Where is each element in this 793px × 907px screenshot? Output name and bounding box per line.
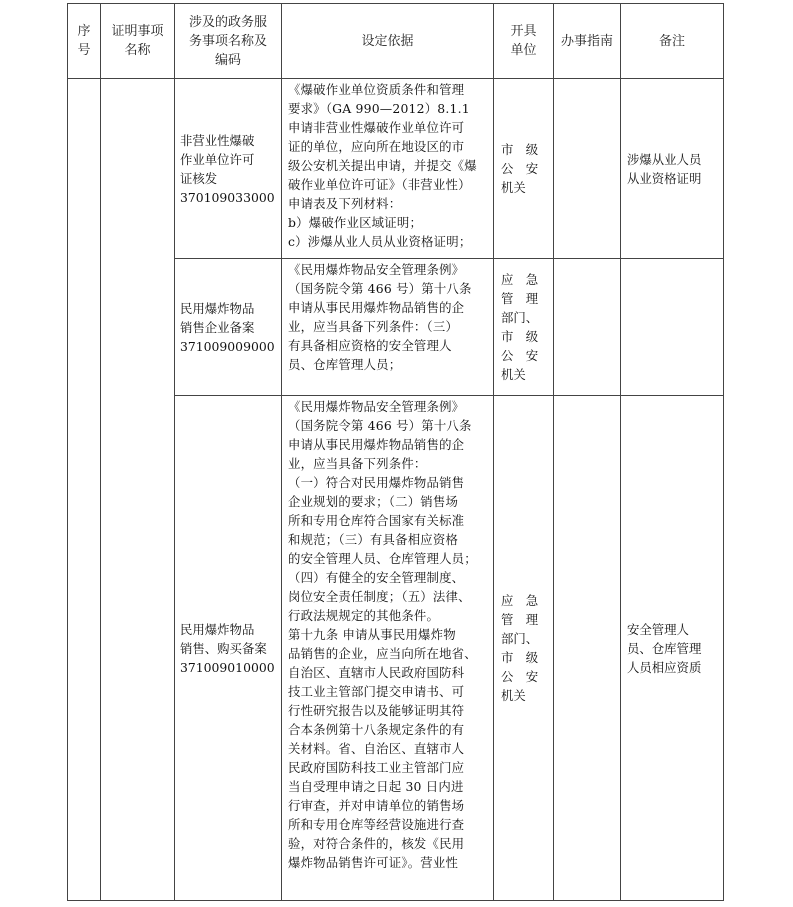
header-service: 涉及的政务服 务事项名称及 编码 <box>175 4 282 79</box>
header-row <box>68 4 724 79</box>
header-remark: 备注 <box>621 4 724 79</box>
guide-cell <box>554 79 621 259</box>
header-guide: 办事指南 <box>554 4 621 79</box>
item-name-cell <box>101 79 175 901</box>
guide-cell <box>554 396 621 901</box>
index-cell <box>68 79 101 901</box>
remark-cell: 涉爆从业人员 从业资格证明 <box>621 79 724 259</box>
header-index: 序 号 <box>68 4 101 79</box>
header-item-name: 证明事项 名称 <box>101 4 175 79</box>
basis-cell: 《民用爆炸物品安全管理条例》 （国务院令第 466 号）第十八条 申请从事民用爆炸物品销售的企 业，应当具备下列条件：（三） 有具备相应资格的安全管理人 员、仓库管理人员； <box>282 259 494 396</box>
basis-cell: 《爆破作业单位资质条件和管理 要求》（GA 990—2012）8.1.1 申请非营业性爆破作业单位许可 证的单位，应向所在地设区的市 级公安机关提出申请，并提交《爆 破作业单位许可证》（非营业性） 申请表及下列材料： b）爆破作业区域证明； c）涉爆从业人员从业资格证明； <box>282 79 494 259</box>
header-unit: 开具 单位 <box>494 4 554 79</box>
guide-cell <box>554 259 621 396</box>
service-cell: 非营业性爆破 作业单位许可 证核发 370109033000 <box>175 79 282 259</box>
remark-cell: 安全管理人 员、仓库管理 人员相应资质 <box>621 396 724 901</box>
issuing-unit-cell: 市 级 公 安 机关 <box>494 79 554 259</box>
service-cell: 民用爆炸物品 销售企业备案 371009009000 <box>175 259 282 396</box>
service-cell: 民用爆炸物品 销售、购买备案 371009010000 <box>175 396 282 901</box>
certificate-table <box>67 3 724 901</box>
basis-cell: 《民用爆炸物品安全管理条例》 （国务院令第 466 号）第十八条 申请从事民用爆炸物品销售的企 业，应当具备下列条件： （一）符合对民用爆炸物品销售 企业规划的要求；（二）销售场 所和专用仓库符合国家有关标准 和规范；（三）有具备相应资格 的安全管理人员、仓库管理人员； （四）有健全的安全管理制度、 岗位安全责任制度；（五）法律、 行政法规规定的其他条件。 第十九条 申请从事民用爆炸物 品销售的企业，应当向所在地省、 自治区、直辖市人民政府国防科 技工业主管部门提交申请书、可 行性研究报告以及能够证明其符 合本条例第十八条规定条件的有 关材料。省、自治区、直辖市人 民政府国防科技工业主管部门应 当自受理申请之日起 30 日内进 行审查，并对申请单位的销售场 所和专用仓库等经营设施进行查 验，对符合条件的，核发《民用 爆炸物品销售许可证》。营业性 <box>282 396 494 901</box>
issuing-unit-cell: 应 急 管 理 部门、 市 级 公 安 机关 <box>494 259 554 396</box>
remark-cell <box>621 259 724 396</box>
issuing-unit-cell: 应 急 管 理 部门、 市 级 公 安 机关 <box>494 396 554 901</box>
header-basis: 设定依据 <box>282 4 494 79</box>
table-row <box>68 79 724 259</box>
